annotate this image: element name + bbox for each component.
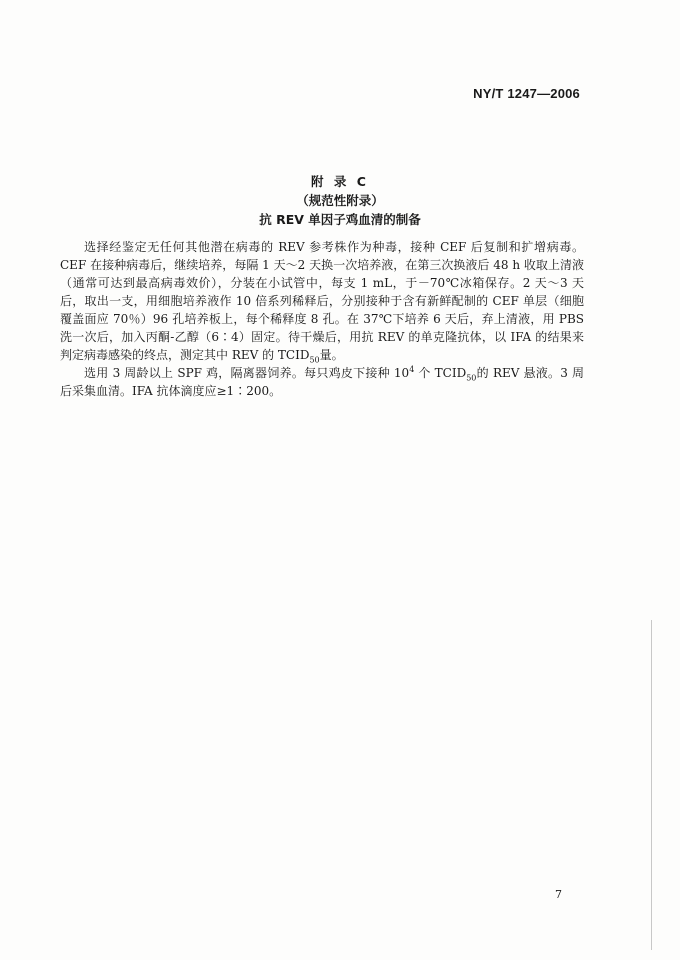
appendix-type: （规范性附录） [296, 193, 384, 208]
paragraph-1-end: 量。 [319, 348, 344, 362]
appendix-heading [0, 172, 680, 229]
standard-code: NY/T 1247—2006 [473, 86, 580, 101]
appendix-label: 附 录 C [311, 174, 369, 189]
page-number: 7 [555, 888, 562, 901]
paragraph-2-mid: 个 TCID [414, 366, 467, 380]
tcid-subscript: 50 [309, 355, 320, 365]
tcid-subscript-2: 50 [466, 373, 477, 383]
body-text [60, 238, 584, 400]
paragraph-2-post: 的 REV 悬液。3 周后采集血清。IFA 抗体滴度应≥1∶200。 [60, 366, 584, 398]
scan-edge-line [651, 620, 652, 950]
paragraph-1-text: 选择经鉴定无任何其他潜在病毒的 REV 参考株作为种毒，接种 CEF 后复制和扩增病毒。CEF 在接种病毒后，继续培养，每隔 1 天～2 天换一次培养液，在第三次换液后 48 h 收取上清液（通常可达到最高病毒效价），分装在小试管中，每支 1 mL，于－70℃冰箱保存。2 天～3 天后，取出一支，用细胞培养液作 10 倍系列稀释后，分别接种于含有新鲜配制的 CEF 单层（细胞覆盖面应 70％）96 孔培养板上，每个稀释度 8 孔。在 37℃下培养 6 天后，弃上清液，用 PBS 洗一次后，加入丙酮-乙醇（6∶4）固定。待干燥后，用抗 REV 的单克隆抗体，以 IFA 的结果来判定病毒感染的终点，测定其中 REV 的 TCID [60, 240, 584, 362]
paragraph-2 [60, 364, 584, 400]
exponent-superscript: 4 [409, 365, 415, 374]
appendix-title: 抗 REV 单因子鸡血清的制备 [259, 212, 421, 227]
paragraph-1 [60, 238, 584, 364]
paragraph-2-pre: 选用 3 周龄以上 SPF 鸡，隔离器饲养。每只鸡皮下接种 10 [84, 366, 410, 380]
